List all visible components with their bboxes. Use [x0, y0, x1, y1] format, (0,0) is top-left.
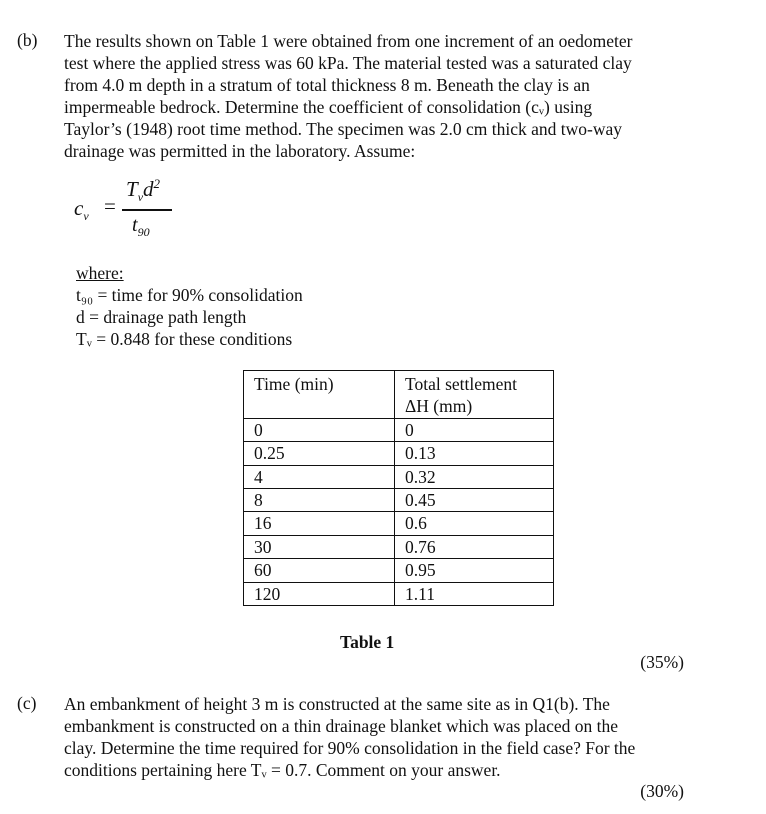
cv-formula: [74, 176, 214, 246]
formula-lhs-sub: v: [83, 209, 89, 224]
part-b-label: (b): [17, 30, 38, 50]
table-header-row: [244, 371, 554, 419]
settlement-cell: 0.95: [395, 559, 554, 582]
settlement-cell: 0.13: [395, 442, 554, 465]
time-cell: 0.25: [244, 442, 395, 465]
part-c-score: (30%): [640, 781, 684, 801]
table-row: [244, 535, 554, 558]
settlement-cell: 0.76: [395, 535, 554, 558]
where-heading: where:: [76, 263, 124, 283]
time-cell: 30: [244, 535, 395, 558]
part-c-label: (c): [17, 693, 37, 713]
settlement-table: [243, 370, 554, 606]
formula-lhs: [74, 196, 89, 224]
where-item: t₉₀ = time for 90% consolidation: [76, 285, 303, 305]
formula-numerator-sup: 2: [153, 176, 161, 191]
part-b-line: drainage was permitted in the laboratory. Assume:: [64, 141, 416, 161]
time-cell: 0: [244, 418, 395, 441]
header-settlement: [395, 371, 554, 419]
table-row: [244, 465, 554, 488]
part-b-line: impermeable bedrock. Determine the coefficient of consolidation (cᵥ) using: [64, 97, 593, 117]
part-c-line: embankment is constructed on a thin drainage blanket which was placed on the: [64, 716, 618, 736]
time-cell: 4: [244, 465, 395, 488]
part-c-text: [64, 693, 714, 781]
table-row: [244, 582, 554, 605]
settlement-cell: 0.32: [395, 465, 554, 488]
time-cell: 60: [244, 559, 395, 582]
fraction-bar: [122, 209, 172, 211]
part-b-line: The results shown on Table 1 were obtained from one increment of an oedometer: [64, 31, 633, 51]
settlement-cell: 0.45: [395, 489, 554, 512]
formula-denominator-symbol: t: [132, 214, 138, 236]
table-row: [244, 442, 554, 465]
formula-numerator: [126, 176, 160, 205]
settlement-cell: 0.6: [395, 512, 554, 535]
settlement-cell: 0: [395, 418, 554, 441]
formula-numerator-sub: v: [137, 190, 144, 205]
time-cell: 16: [244, 512, 395, 535]
header-settlement-line1: Total settlement: [405, 374, 518, 394]
part-b-text: [64, 30, 714, 162]
settlement-cell: 1.11: [395, 582, 554, 605]
time-cell: 8: [244, 489, 395, 512]
part-b-score: (35%): [640, 652, 684, 672]
formula-numerator-d: d: [143, 177, 154, 201]
formula-denominator-sub: 90: [137, 225, 150, 239]
formula-denominator: [132, 214, 150, 240]
formula-equals: =: [104, 194, 116, 218]
where-item: Tᵥ = 0.848 for these conditions: [76, 329, 293, 349]
formula-lhs-symbol: c: [74, 196, 84, 220]
header-time: Time (min): [244, 371, 395, 419]
part-c-line: conditions pertaining here Tᵥ = 0.7. Comment on your answer.: [64, 760, 501, 780]
part-b-line: test where the applied stress was 60 kPa. The material tested was a saturated clay: [64, 53, 632, 73]
time-cell: 120: [244, 582, 395, 605]
where-block: [76, 262, 303, 350]
part-c-line: An embankment of height 3 m is constructed at the same site as in Q1(b). The: [64, 694, 610, 714]
table-row: [244, 489, 554, 512]
formula-numerator-symbol: T: [126, 177, 138, 201]
part-b-line: from 4.0 m depth in a stratum of total thickness 8 m. Beneath the clay is an: [64, 75, 590, 95]
table-row: [244, 418, 554, 441]
where-item: d = drainage path length: [76, 307, 247, 327]
part-b-line: Taylor’s (1948) root time method. The specimen was 2.0 cm thick and two-way: [64, 119, 623, 139]
part-c-line: clay. Determine the time required for 90% consolidation in the field case? For the: [64, 738, 636, 758]
table-row: [244, 559, 554, 582]
table-row: [244, 512, 554, 535]
table-caption: Table 1: [340, 632, 395, 652]
header-settlement-line2: ΔH (mm): [405, 396, 473, 417]
